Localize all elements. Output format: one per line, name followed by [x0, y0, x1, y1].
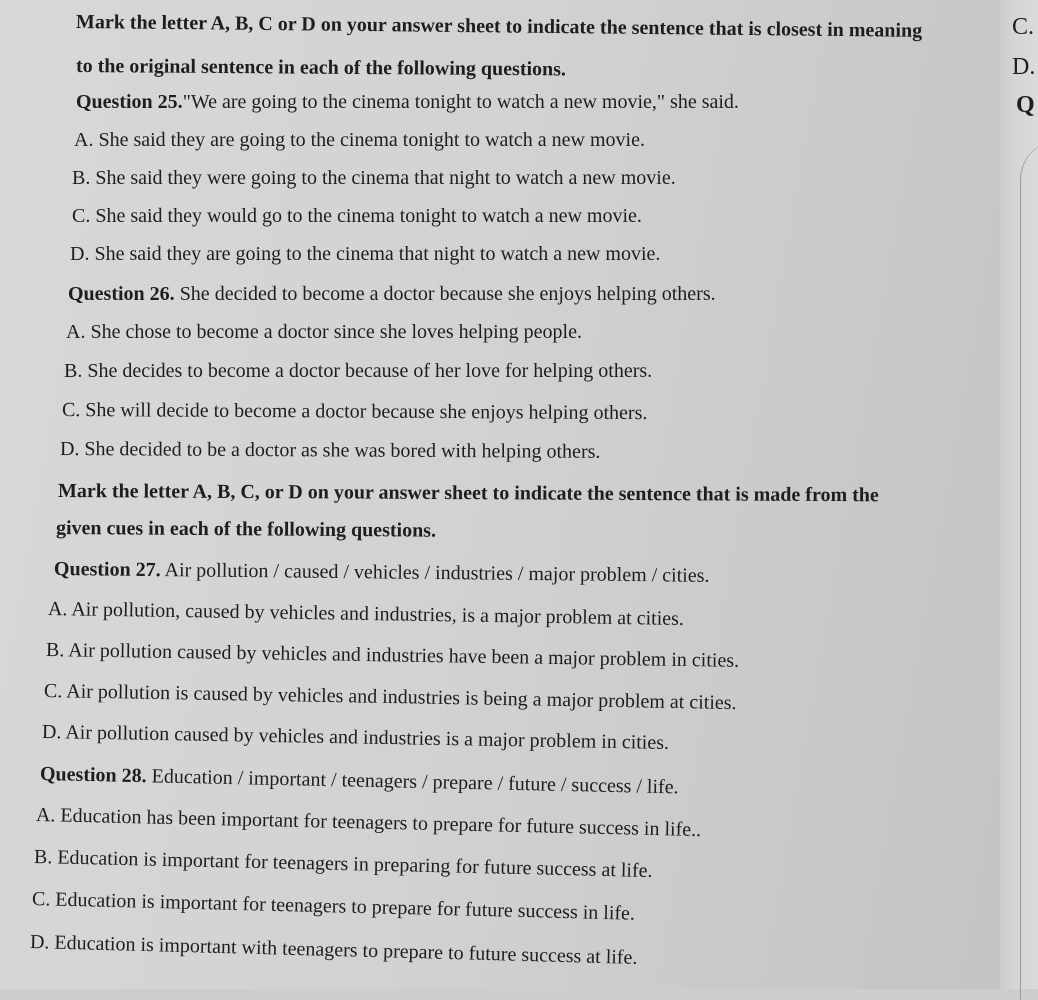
section1-instruction-line1: Mark the letter A, B, C or D on your answer sheet to indicate the sentence that is closest in meaning	[75, 11, 923, 42]
question-28-text: Education / important / teenagers / prepare / future / success / life.	[151, 765, 679, 799]
page-curve	[1020, 140, 1038, 1000]
q27-option-d: D. Air pollution caused by vehicles and industries is a major problem in cities.	[41, 721, 670, 754]
q28-option-a: A. Education has been important for teenagers to prepare for future success in life..	[35, 804, 702, 842]
cutoff-option-c: C.	[1012, 14, 1035, 40]
question-26-label: Question 26.	[68, 283, 175, 305]
section2-instruction-line1: Mark the letter A, B, C, or D on your answer sheet to indicate the sentence that is made from the	[57, 480, 879, 507]
section2-instruction-line2: given cues in each of the following questions.	[55, 517, 437, 542]
q25-option-d: D. She said they are going to the cinema that night to watch a new movie.	[70, 243, 661, 265]
q28-option-c: C. Education is important for teenagers to prepare for future success in life.	[31, 888, 636, 925]
cutoff-question-label: Q	[1016, 92, 1035, 118]
question-25	[76, 90, 739, 114]
question-27-label: Question 27.	[53, 558, 161, 582]
question-25-text: "We are going to the cinema tonight to watch a new movie," she said.	[182, 91, 739, 113]
question-28	[40, 762, 679, 799]
adjacent-page-edge	[1000, 0, 1038, 989]
q25-option-a: A. She said they are going to the cinema tonight to watch a new movie.	[74, 129, 645, 151]
q25-option-b: B. She said they were going to the cinema that night to watch a new movie.	[72, 167, 676, 189]
question-25-label: Question 25.	[76, 91, 183, 113]
q26-option-a: A. She chose to become a doctor since she loves helping people.	[66, 321, 582, 343]
q27-option-b: B. Air pollution caused by vehicles and industries have been a major problem in cities.	[45, 639, 740, 672]
q26-option-b: B. She decides to become a doctor because of her love for helping others.	[64, 360, 653, 382]
q28-option-d: D. Education is important with teenagers to prepare to future success at life.	[29, 931, 638, 969]
cutoff-option-d: D.	[1012, 54, 1036, 80]
question-27-text: Air pollution / caused / vehicles / industries / major problem / cities.	[164, 559, 710, 587]
q26-option-d: D. She decided to be a doctor as she was bored with helping others.	[59, 438, 601, 463]
q27-option-a: A. Air pollution, caused by vehicles and industries, is a major problem at cities.	[47, 598, 685, 630]
q28-option-b: B. Education is important for teenagers in preparing for future success at life.	[33, 846, 653, 883]
section1-instruction-line2: to the original sentence in each of the following questions.	[75, 55, 567, 81]
q25-option-c: C. She said they would go to the cinema tonight to watch a new movie.	[72, 205, 642, 227]
question-26	[68, 282, 716, 306]
question-28-label: Question 28.	[39, 763, 147, 788]
q26-option-c: C. She will decide to become a doctor because she enjoys helping others.	[61, 399, 648, 425]
question-26-text: She decided to become a doctor because she enjoys helping others.	[179, 283, 716, 305]
question-27	[54, 557, 710, 588]
q27-option-c: C. Air pollution is caused by vehicles and industries is being a major problem at cities.	[43, 680, 737, 715]
